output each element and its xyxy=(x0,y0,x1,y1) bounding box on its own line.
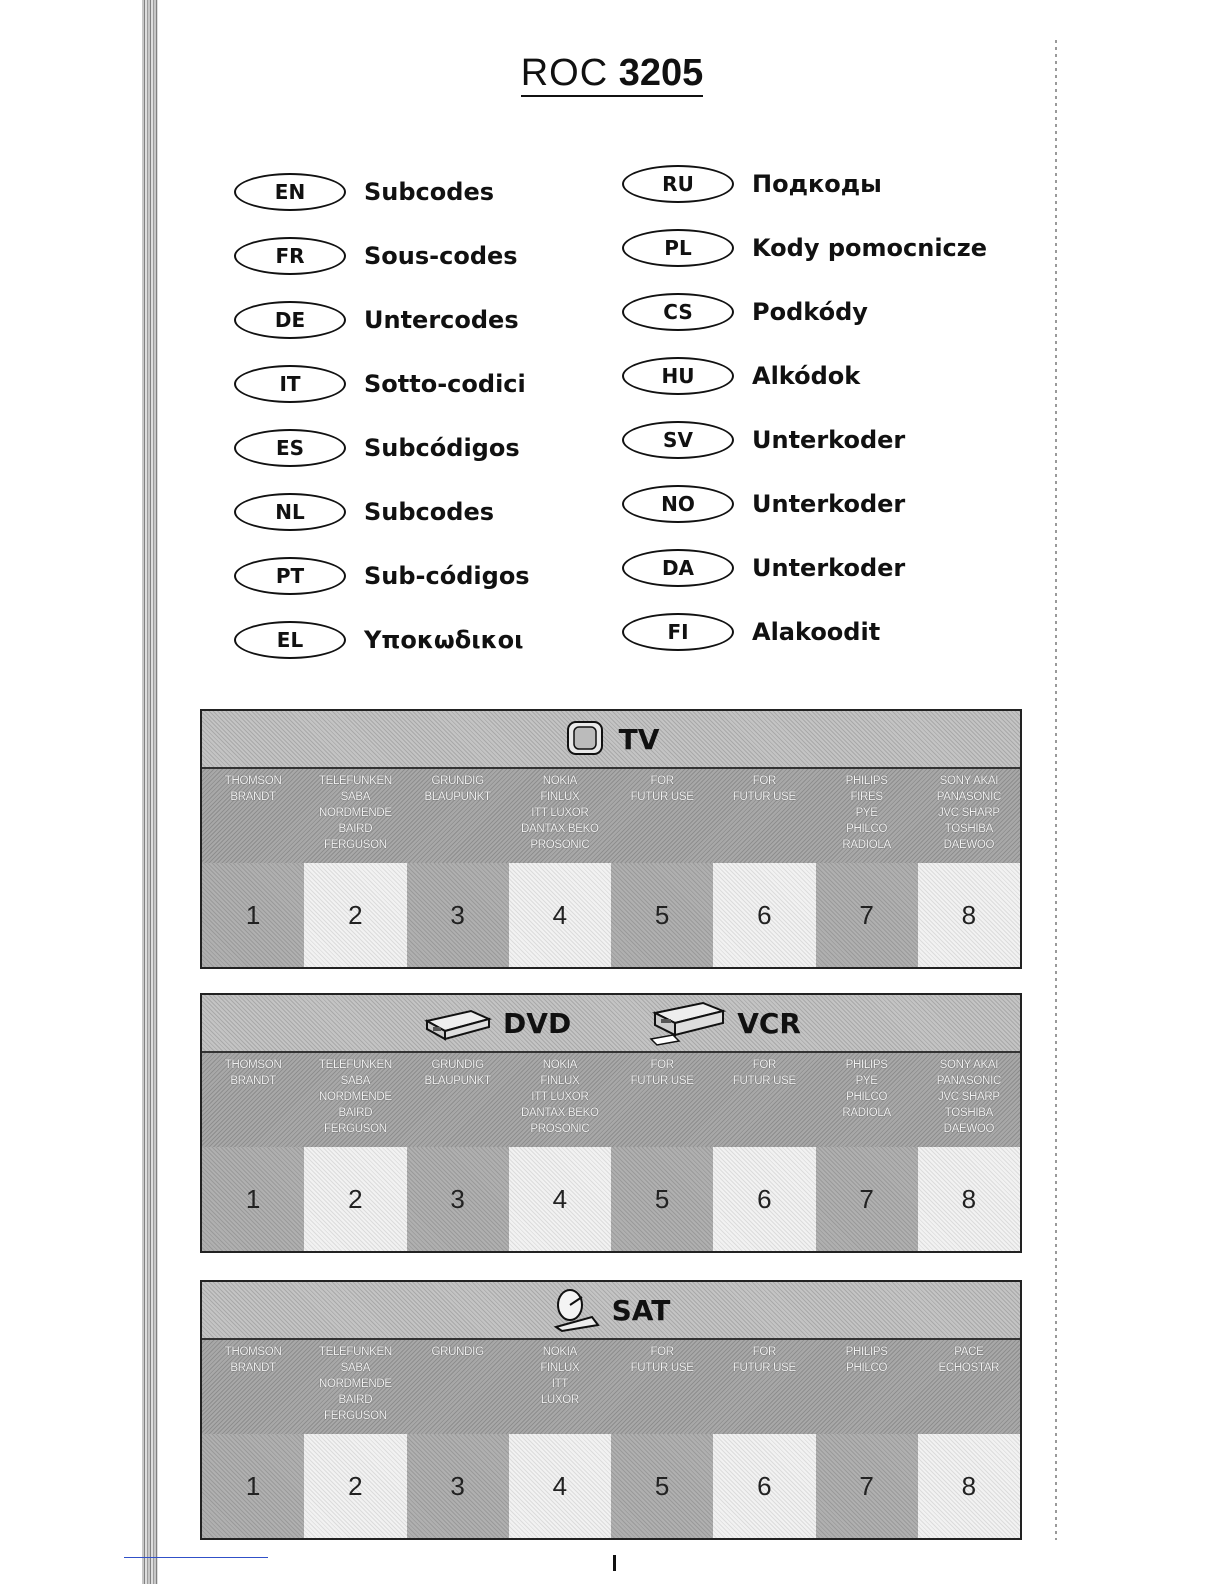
brand-cell: THOMSON BRANDT xyxy=(224,775,282,803)
language-code-badge: NL xyxy=(234,493,346,531)
language-label: Sous-codes xyxy=(364,242,518,270)
subcode-cell: 5 xyxy=(611,1434,713,1538)
subcode-cell: 5 xyxy=(611,863,713,967)
brand-cell: TELEFUNKEN SABA NORDMENDE BAIRD FERGUSON xyxy=(318,1059,392,1135)
language-label: Podkódy xyxy=(752,298,868,326)
title-prefix: ROC xyxy=(520,52,609,94)
subcode-cell: 3 xyxy=(407,863,509,967)
page-mark xyxy=(613,1555,616,1571)
language-row xyxy=(622,216,987,280)
subcode-cell: 6 xyxy=(713,1434,815,1538)
dvd-vcr-table-header xyxy=(202,995,1020,1053)
satellite-dish-icon xyxy=(552,1287,602,1333)
language-row xyxy=(622,280,987,344)
dvd-vcr-number-row xyxy=(202,1147,1020,1251)
subcode-cell: 4 xyxy=(509,1147,611,1251)
tv-number-row xyxy=(202,863,1020,967)
language-code-badge: FR xyxy=(234,237,346,275)
sat-brand-row xyxy=(202,1340,1020,1434)
subcode-cell: 3 xyxy=(407,1434,509,1538)
brand-cell: PHILIPS PYE PHILCO RADIOLA xyxy=(842,1059,891,1119)
brand-cell: SONY AKAI PANASONIC JVC SHARP TOSHIBA DAEWOO xyxy=(936,775,1001,851)
language-row xyxy=(622,408,987,472)
subcode-cell: 1 xyxy=(202,863,304,967)
language-label: Unterkoder xyxy=(752,554,906,582)
language-row xyxy=(234,544,530,608)
dvd-vcr-code-table xyxy=(200,993,1022,1253)
sat-header-group xyxy=(552,1287,671,1333)
sat-label: SAT xyxy=(611,1293,671,1327)
language-code-badge: FI xyxy=(622,613,734,651)
sat-number-row xyxy=(202,1434,1020,1538)
language-code-badge: ES xyxy=(234,429,346,467)
sat-table-header xyxy=(202,1282,1020,1340)
brand-cell: PHILIPS FIRES PYE PHILCO RADIOLA xyxy=(842,775,891,851)
subcode-cell: 2 xyxy=(304,1147,406,1251)
subcode-cell: 1 xyxy=(202,1147,304,1251)
language-code-badge: DA xyxy=(622,549,734,587)
language-label: Untercodes xyxy=(364,306,519,334)
brand-cell: FOR FUTUR USE xyxy=(630,1346,694,1374)
brand-cell: PACE ECHOSTAR xyxy=(938,1346,1000,1374)
brand-cell: PHILIPS PHILCO xyxy=(845,1346,888,1374)
language-label: Υποκωδικοι xyxy=(364,626,524,654)
language-code-badge: PL xyxy=(622,229,734,267)
subcode-cell: 4 xyxy=(509,1434,611,1538)
language-code-badge: EN xyxy=(234,173,346,211)
language-list-right xyxy=(622,152,987,664)
subcode-cell: 8 xyxy=(918,1434,1020,1538)
language-row xyxy=(622,472,987,536)
brand-cell: NOKIA FINLUX ITT LUXOR DANTAX BEKO PROSONIC xyxy=(521,775,599,851)
page-title xyxy=(0,52,1224,95)
language-code-badge: NO xyxy=(622,485,734,523)
tv-header-group xyxy=(563,718,660,760)
brand-cell: FOR FUTUR USE xyxy=(732,1059,796,1087)
language-code-badge: HU xyxy=(622,357,734,395)
tv-icon xyxy=(563,718,609,760)
language-row xyxy=(622,536,987,600)
language-label: Sub-códigos xyxy=(364,562,530,590)
tv-code-table xyxy=(200,709,1022,969)
title-model: 3205 xyxy=(618,52,704,94)
scan-right-edge xyxy=(1055,40,1057,1540)
subcode-cell: 7 xyxy=(816,1434,918,1538)
language-code-badge: CS xyxy=(622,293,734,331)
brand-cell: GRUNDIG xyxy=(431,1346,484,1358)
brand-cell: THOMSON BRANDT xyxy=(224,1346,282,1374)
language-label: Unterkoder xyxy=(752,490,906,518)
subcode-cell: 7 xyxy=(816,1147,918,1251)
language-label: Alakoodit xyxy=(752,618,881,646)
tv-brand-row xyxy=(202,769,1020,863)
subcode-cell: 6 xyxy=(713,863,815,967)
subcode-cell: 1 xyxy=(202,1434,304,1538)
language-row xyxy=(622,152,987,216)
subcode-cell: 2 xyxy=(304,863,406,967)
subcode-cell: 6 xyxy=(713,1147,815,1251)
language-row xyxy=(234,288,530,352)
language-code-badge: IT xyxy=(234,365,346,403)
brand-cell: FOR FUTUR USE xyxy=(630,1059,694,1087)
language-row xyxy=(234,480,530,544)
language-label: Alkódok xyxy=(752,362,861,390)
dvd-label: DVD xyxy=(503,1006,572,1040)
language-list-left xyxy=(234,160,530,672)
brand-cell: FOR FUTUR USE xyxy=(732,1346,796,1374)
subcode-cell: 3 xyxy=(407,1147,509,1251)
language-row xyxy=(234,608,530,672)
subcode-cell: 8 xyxy=(918,863,1020,967)
dvd-vcr-brand-row xyxy=(202,1053,1020,1147)
vcr-header-group xyxy=(647,999,801,1047)
language-row xyxy=(622,600,987,664)
brand-cell: FOR FUTUR USE xyxy=(630,775,694,803)
scan-binding-edge xyxy=(142,0,158,1584)
language-code-badge: PT xyxy=(234,557,346,595)
tv-table-header xyxy=(202,711,1020,769)
subcode-cell: 2 xyxy=(304,1434,406,1538)
subcode-cell: 7 xyxy=(816,863,918,967)
sat-code-table xyxy=(200,1280,1022,1540)
brand-cell: TELEFUNKEN SABA NORDMENDE BAIRD FERGUSON xyxy=(318,775,392,851)
vcr-label: VCR xyxy=(737,1006,801,1040)
brand-cell: NOKIA FINLUX ITT LUXOR DANTAX BEKO PROSONIC xyxy=(521,1059,599,1135)
language-label: Subcódigos xyxy=(364,434,520,462)
subcode-cell: 4 xyxy=(509,863,611,967)
brand-cell: THOMSON BRANDT xyxy=(224,1059,282,1087)
language-label: Subcodes xyxy=(364,178,495,206)
vcr-icon xyxy=(647,999,727,1047)
brand-cell: GRUNDIG BLAUPUNKT xyxy=(424,1059,491,1087)
language-label: Sotto-codici xyxy=(364,370,526,398)
language-code-badge: RU xyxy=(622,165,734,203)
language-row xyxy=(234,224,530,288)
dvd-header-group xyxy=(421,1003,571,1043)
subcode-cell: 5 xyxy=(611,1147,713,1251)
language-row xyxy=(234,160,530,224)
brand-cell: SONY AKAI PANASONIC JVC SHARP TOSHIBA DAEWOO xyxy=(936,1059,1001,1135)
language-label: Subcodes xyxy=(364,498,495,526)
language-label: Kody pomocnicze xyxy=(752,234,988,262)
language-row xyxy=(234,416,530,480)
language-code-badge: SV xyxy=(622,421,734,459)
tv-label: TV xyxy=(618,722,660,756)
language-code-badge: DE xyxy=(234,301,346,339)
subcode-cell: 8 xyxy=(918,1147,1020,1251)
brand-cell: TELEFUNKEN SABA NORDMENDE BAIRD FERGUSON xyxy=(318,1346,392,1422)
brand-cell: NOKIA FINLUX ITT LUXOR xyxy=(540,1346,580,1406)
language-label: Unterkoder xyxy=(752,426,906,454)
language-row xyxy=(622,344,987,408)
dvd-player-icon xyxy=(421,1003,493,1043)
language-code-badge: EL xyxy=(234,621,346,659)
language-label: Подкоды xyxy=(752,170,882,198)
footer-rule xyxy=(124,1557,268,1558)
language-row xyxy=(234,352,530,416)
brand-cell: GRUNDIG BLAUPUNKT xyxy=(424,775,491,803)
brand-cell: FOR FUTUR USE xyxy=(732,775,796,803)
